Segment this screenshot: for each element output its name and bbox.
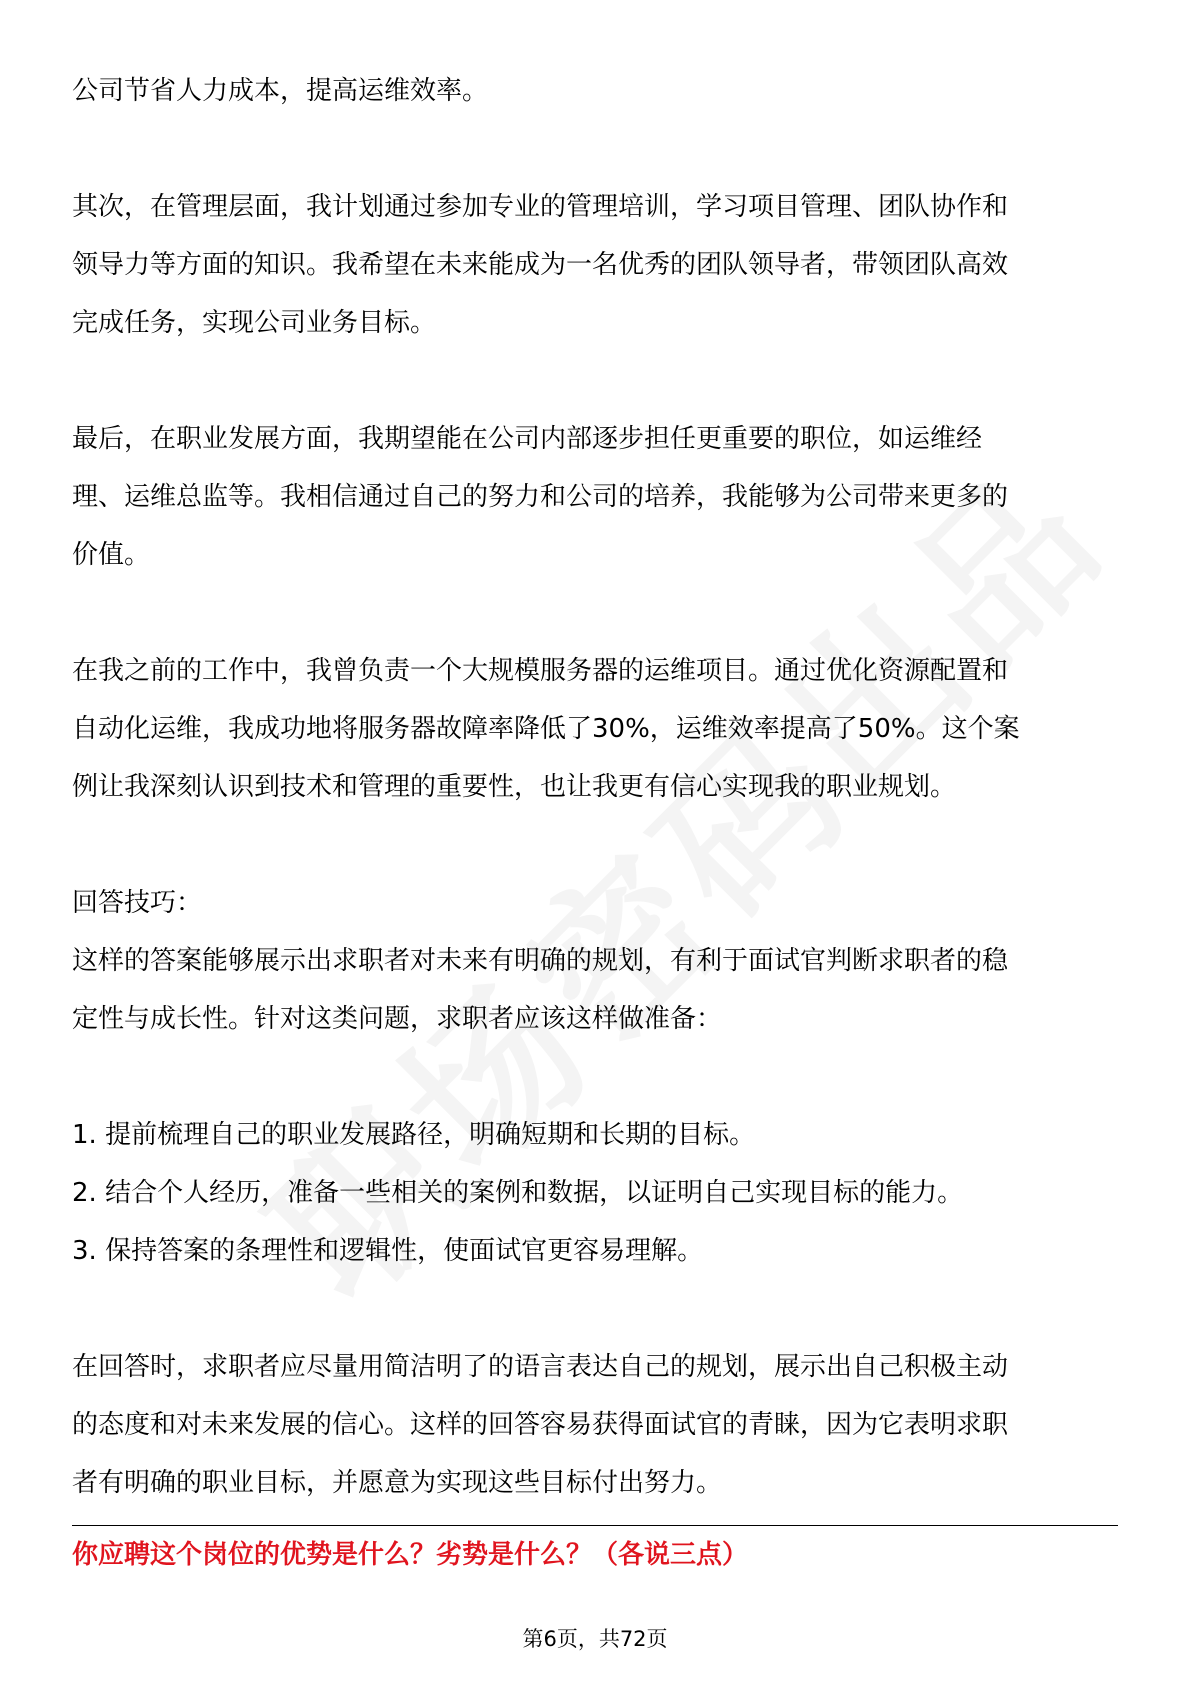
tips-intro-line: 这样的答案能够展示出求职者对未来有明确的规划，有利于面试官判断求职者的稳 [72, 946, 1009, 976]
paragraph-line: 的态度和对未来发展的信心。这样的回答容易获得面试官的青睐，因为它表明求职 [72, 1410, 1009, 1440]
list-item: 1. 提前梳理自己的职业发展路径，明确短期和长期的目标。 [72, 1120, 756, 1150]
list-item: 2. 结合个人经历，准备一些相关的案例和数据，以证明自己实现目标的能力。 [72, 1178, 964, 1208]
paragraph-line: 例让我深刻认识到技术和管理的重要性，也让我更有信心实现我的职业规划。 [72, 772, 957, 802]
paragraph-line: 完成任务，实现公司业务目标。 [72, 308, 437, 338]
tips-section [72, 874, 1118, 1048]
tips-title: 回答技巧： [72, 888, 203, 918]
paragraph-1 [72, 62, 1118, 120]
paragraph-line: 领导力等方面的知识。我希望在未来能成为一名优秀的团队领导者，带领团队高效 [72, 250, 1009, 280]
paragraph-line: 其次，在管理层面，我计划通过参加专业的管理培训，学习项目管理、团队协作和 [72, 192, 1009, 222]
paragraph-line: 在我之前的工作中，我曾负责一个大规模服务器的运维项目。通过优化资源配置和 [72, 656, 1009, 686]
paragraph-2 [72, 178, 1118, 352]
tips-list [72, 1106, 1118, 1280]
paragraph-4 [72, 642, 1118, 816]
paragraph-3 [72, 410, 1118, 584]
page-number: 第6页，共72页 [522, 1627, 668, 1651]
paragraph-line: 自动化运维，我成功地将服务器故障率降低了30%，运维效率提高了50%。这个案 [72, 714, 1020, 744]
paragraph-line: 公司节省人力成本，提高运维效率。 [72, 76, 489, 106]
tips-intro-line: 定性与成长性。针对这类问题，求职者应该这样做准备： [72, 1004, 723, 1034]
list-item: 3. 保持答案的条理性和逻辑性，使面试官更容易理解。 [72, 1236, 704, 1266]
section-divider [72, 1525, 1118, 1526]
tips-closing [72, 1338, 1118, 1512]
document-body [72, 62, 1118, 1570]
paragraph-line: 最后，在职业发展方面，我期望能在公司内部逐步担任更重要的职位，如运维经 [72, 424, 983, 454]
next-question-heading: 你应聘这个岗位的优势是什么？劣势是什么？（各说三点） [72, 1540, 749, 1570]
paragraph-line: 价值。 [72, 540, 151, 570]
paragraph-line: 者有明确的职业目标，并愿意为实现这些目标付出努力。 [72, 1468, 723, 1498]
paragraph-line: 理、运维总监等。我相信通过自己的努力和公司的培养，我能够为公司带来更多的 [72, 482, 1009, 512]
paragraph-line: 在回答时，求职者应尽量用简洁明了的语言表达自己的规划，展示出自己积极主动 [72, 1352, 1009, 1382]
